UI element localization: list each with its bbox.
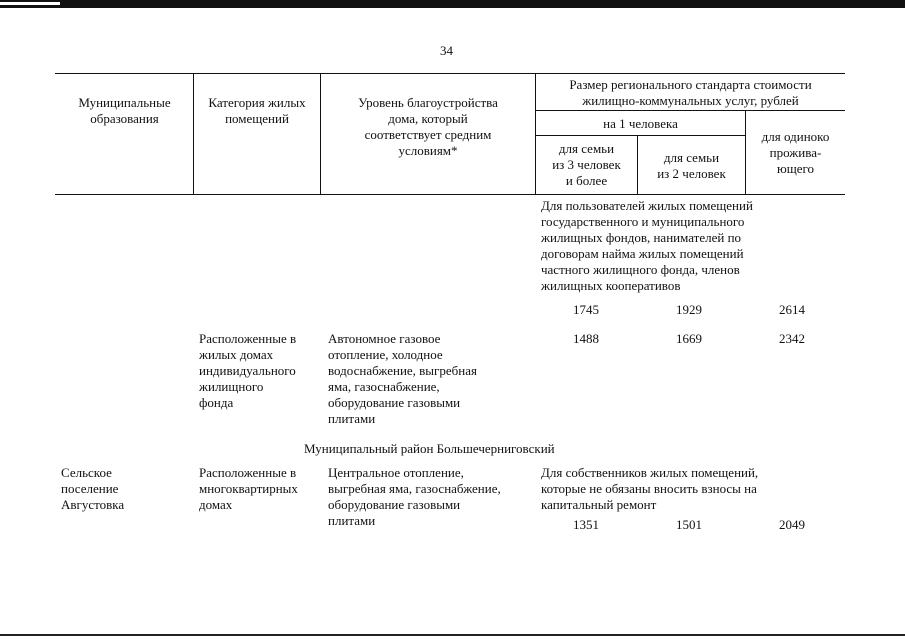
row2-value-family3: 1488 bbox=[573, 331, 599, 346]
header-single: для одиноко прожива- ющего bbox=[761, 129, 830, 176]
header-category: Категория жилых помещений bbox=[208, 95, 306, 126]
row3-category: Расположенные в многоквартирных домах bbox=[199, 465, 298, 512]
block1-value-family3: 1745 bbox=[573, 302, 599, 317]
row3-municipal: Сельское поселение Августовка bbox=[61, 465, 125, 512]
row3-value-family2: 1501 bbox=[676, 517, 702, 532]
header-per-person: на 1 человека bbox=[603, 116, 678, 131]
row3-note: Для собственников жилых помещений, которые не обязаны вносить взносы на капитальный ремонт bbox=[541, 465, 759, 512]
block1-note: Для пользователей жилых помещений государственного и муниципального жилищных фондов, нанимателей по договорам найма жилых помещений частного жилищного фонда, членов жилищных кооперативов bbox=[541, 198, 753, 293]
top-border-gap bbox=[0, 2, 60, 5]
district-title: Муниципальный район Большечерниговский bbox=[304, 441, 555, 456]
col-divider-1 bbox=[193, 73, 194, 195]
header-municipal: Муниципальные образования bbox=[78, 95, 171, 126]
block1-value-single: 2614 bbox=[779, 302, 805, 317]
top-border-bar bbox=[0, 0, 905, 8]
row2-value-family2: 1669 bbox=[676, 331, 702, 346]
block1-value-family2: 1929 bbox=[676, 302, 702, 317]
size-subheader-line bbox=[535, 110, 845, 111]
per-person-line bbox=[535, 135, 745, 136]
row2-level: Автономное газовое отопление, холодное водоснабжение, выгребная яма, газоснабжение, оборудование газовыми плитами bbox=[328, 331, 477, 426]
header-family3: для семьи из 3 человек и более bbox=[552, 141, 621, 188]
header-top-line bbox=[55, 73, 845, 74]
page-number: 34 bbox=[440, 43, 453, 58]
row3-level: Центральное отопление, выгребная яма, газоснабжение, оборудование газовыми плитами bbox=[328, 465, 501, 528]
header-level: Уровень благоустройства дома, который соответствует средним условиям* bbox=[358, 95, 498, 158]
header-size: Размер регионального стандарта стоимости жилищно-коммунальных услуг, рублей bbox=[569, 77, 812, 108]
row3-value-single: 2049 bbox=[779, 517, 805, 532]
header-family2: для семьи из 2 человек bbox=[657, 150, 726, 181]
row2-value-single: 2342 bbox=[779, 331, 805, 346]
header-bottom-line bbox=[55, 194, 845, 195]
row3-value-family3: 1351 bbox=[573, 517, 599, 532]
row2-category: Расположенные в жилых домах индивидуального жилищного фонда bbox=[199, 331, 297, 410]
bottom-border-line bbox=[0, 634, 905, 636]
